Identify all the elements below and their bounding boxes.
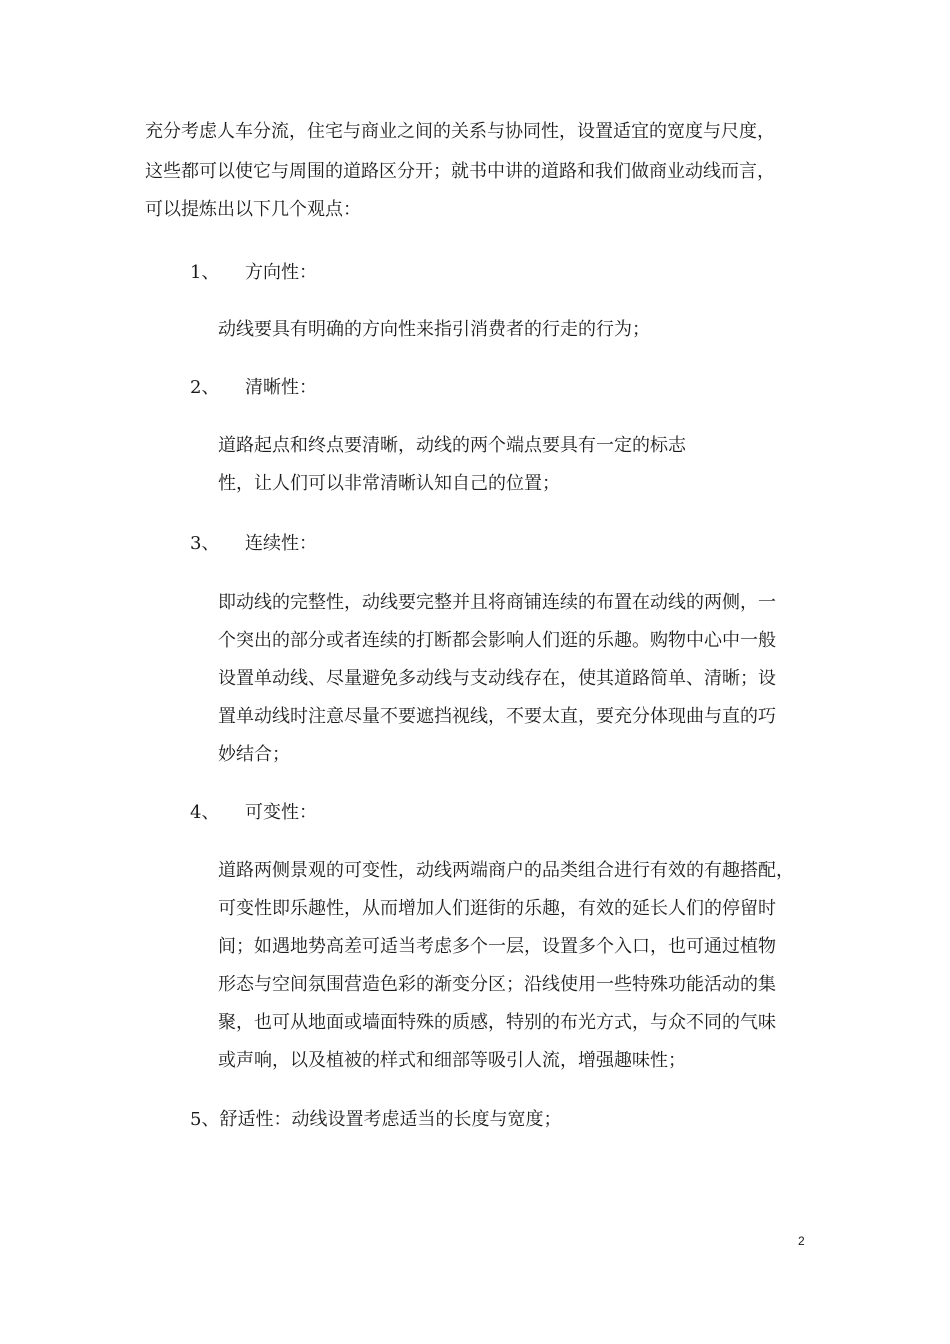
section-4-body-line-3: 间；如遇地势高差可适当考虑多个一层，设置多个入口，也可通过植物	[218, 936, 776, 957]
section-4-body-line-4: 形态与空间氛围营造色彩的渐变分区；沿线使用一些特殊功能活动的集	[218, 974, 776, 995]
section-4-body-line-5: 聚，也可从地面或墙面特殊的质感，特别的布光方式，与众不同的气味	[218, 1012, 776, 1033]
section-4-body-line-6: 或声响，以及植被的样式和细部等吸引人流，增强趣味性；	[218, 1050, 686, 1071]
section-3-body-line-3: 设置单动线、尽量避免多动线与支动线存在，使其道路简单、清晰；设	[218, 668, 776, 689]
section-3-number: 3、	[190, 533, 220, 554]
section-4-title: 可变性：	[245, 802, 317, 823]
page-number: 2	[798, 1234, 805, 1248]
section-2-title: 清晰性：	[245, 377, 317, 398]
section-3-body-line-2: 个突出的部分或者连续的打断都会影响人们逛的乐趣。购物中心中一般	[218, 630, 776, 651]
intro-line-3: 可以提炼出以下几个观点：	[145, 199, 361, 220]
intro-line-2: 这些都可以使它与周围的道路区分开；就书中讲的道路和我们做商业动线而言，	[145, 161, 775, 182]
intro-line-1: 充分考虑人车分流，住宅与商业之间的关系与协同性，设置适宜的宽度与尺度，	[145, 121, 775, 142]
section-2-number: 2、	[190, 377, 220, 398]
section-3-body-line-1: 即动线的完整性，动线要完整并且将商铺连续的布置在动线的两侧，一	[218, 592, 776, 613]
section-1-body-line-1: 动线要具有明确的方向性来指引消费者的行走的行为；	[218, 319, 650, 340]
section-5-line: 5、舒适性：动线设置考虑适当的长度与宽度；	[190, 1109, 562, 1130]
section-4-number: 4、	[190, 802, 220, 823]
section-3-body-line-4: 置单动线时注意尽量不要遮挡视线，不要太直，要充分体现曲与直的巧	[218, 706, 776, 727]
section-4-body-line-2: 可变性即乐趣性，从而增加人们逛街的乐趣，有效的延长人们的停留时	[218, 898, 776, 919]
section-3-body-line-5: 妙结合；	[218, 744, 290, 765]
section-3-title: 连续性：	[245, 533, 317, 554]
section-1-title: 方向性：	[245, 262, 317, 283]
section-1-number: 1、	[190, 262, 220, 283]
section-2-body-line-2: 性，让人们可以非常清晰认知自己的位置；	[218, 473, 560, 494]
section-2-body-line-1: 道路起点和终点要清晰，动线的两个端点要具有一定的标志	[218, 435, 686, 456]
section-4-body-line-1: 道路两侧景观的可变性，动线两端商户的品类组合进行有效的有趣搭配，	[218, 860, 794, 881]
